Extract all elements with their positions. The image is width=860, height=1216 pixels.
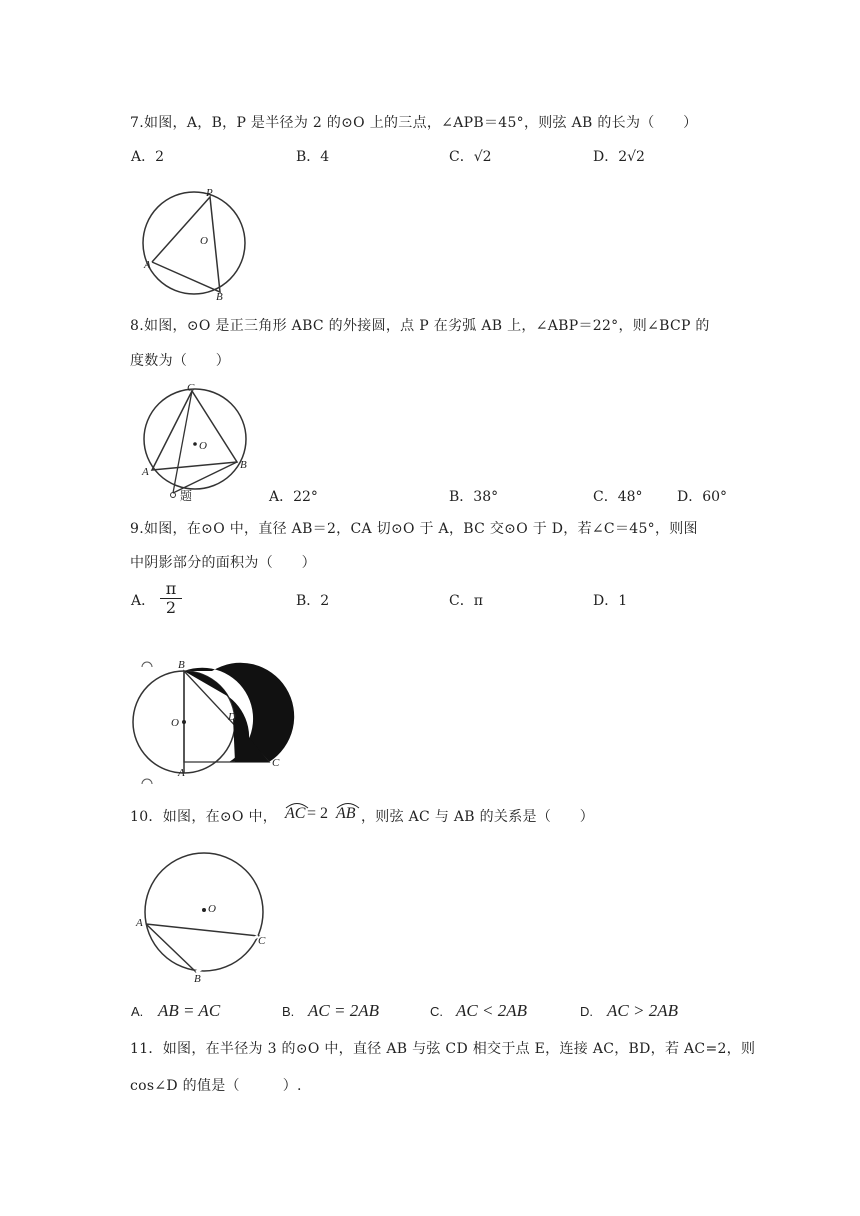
q10-stem-prefix: 10．如图，在⊙O 中， [130, 809, 278, 825]
q10-arc-ab-mark [336, 801, 360, 809]
q9-option-a-fraction [160, 580, 182, 617]
q9-label-o: O [171, 717, 179, 729]
q8-label-o: O [199, 440, 207, 452]
q8-label-c: C [187, 382, 195, 394]
q7-label-b: B [216, 291, 223, 303]
q8-option-b: B．38° [449, 489, 499, 505]
q10-arc-ac [285, 805, 305, 823]
q9-label-c: C [272, 757, 280, 769]
q8-stem-line1: 8.如图，⊙O 是正三角形 ABC 的外接圆，点 P 在劣弧 AB 上，∠ABP＝22°，则∠BCP 的 [130, 318, 710, 334]
q7-option-a: A．2 [131, 149, 165, 165]
q8-stem-line2: 度数为（ ） [130, 353, 231, 369]
q10-option-c-label: C. [430, 1004, 443, 1019]
q10-label-o: O [208, 903, 216, 915]
q11-stem-line2: cos∠D 的值是（ ）. [130, 1078, 302, 1094]
q9-label-b: B [178, 659, 185, 671]
q8-label-b: B [240, 459, 247, 471]
q11-stem-line1: 11．如图，在半径为 3 的⊙O 中，直径 AB 与弦 CD 相交于点 E，连接 AC，BD，若 AC=2，则 [130, 1041, 756, 1057]
q10-option-b: AC = 2AB [308, 1001, 379, 1020]
q9-label-d: D [228, 711, 236, 723]
q10-option-d-label: D. [580, 1004, 593, 1019]
q10-label-b: B [194, 973, 201, 985]
q8-figure [140, 382, 270, 503]
q10-option-a: AB = AC [158, 1001, 221, 1020]
q8-option-c: C．48° [593, 489, 643, 505]
q10-option-d: AC > 2AB [607, 1001, 678, 1020]
q9-stem-line2: 中阴影部分的面积为（ ） [130, 555, 316, 571]
q10-option-b-label: B. [282, 1004, 295, 1019]
q9-option-b: B．2 [296, 593, 330, 609]
q8-caption: 题 [180, 489, 193, 503]
q7-figure [140, 186, 260, 306]
q9-figure [138, 658, 298, 788]
q10-arc-ac-mark [285, 801, 309, 809]
q7-label-o: O [200, 235, 208, 247]
q9-option-a-numerator: π [165, 579, 177, 598]
q10-label-c: C [258, 935, 266, 947]
q7-option-c: C．√2 [449, 149, 492, 165]
q7-label-p: P [206, 187, 213, 199]
q9-option-a-denominator: 2 [160, 598, 182, 617]
q9-option-d: D．1 [593, 593, 628, 609]
q7-label-a: A [144, 259, 151, 271]
q9-stem-line1: 9.如图，在⊙O 中，直径 AB＝2，CA 切⊙O 于 A，BC 交⊙O 于 D，若∠C＝45°，则图 [130, 521, 698, 537]
q9-label-a: A [178, 767, 185, 779]
q10-arc-ac-text: AC [285, 805, 306, 822]
q10-option-a-label: A. [131, 1004, 144, 1019]
q8-label-a: A [142, 466, 149, 478]
q7-stem: 7.如图，A，B，P 是半径为 2 的⊙O 上的三点，∠APB＝45°，则弦 AB 的长为（ ） [130, 115, 698, 131]
q10-option-c: AC < 2AB [456, 1001, 527, 1020]
q10-stem-suffix: ，则弦 AC 与 AB 的关系是（ ） [361, 809, 595, 825]
q10-equals: = 2 [307, 805, 329, 822]
q8-option-a: A．22° [269, 489, 318, 505]
q8-option-d: D．60° [677, 489, 728, 505]
q9-option-c: C．π [449, 593, 483, 609]
q10-label-a: A [136, 917, 143, 929]
q10-arc-ab [336, 805, 356, 823]
q7-option-b: B．4 [296, 149, 330, 165]
q10-arc-ab-text: AB [336, 805, 356, 822]
q9-option-a-label: A． [131, 593, 156, 609]
q10-figure [130, 848, 280, 983]
q7-option-d: D．2√2 [593, 149, 645, 165]
